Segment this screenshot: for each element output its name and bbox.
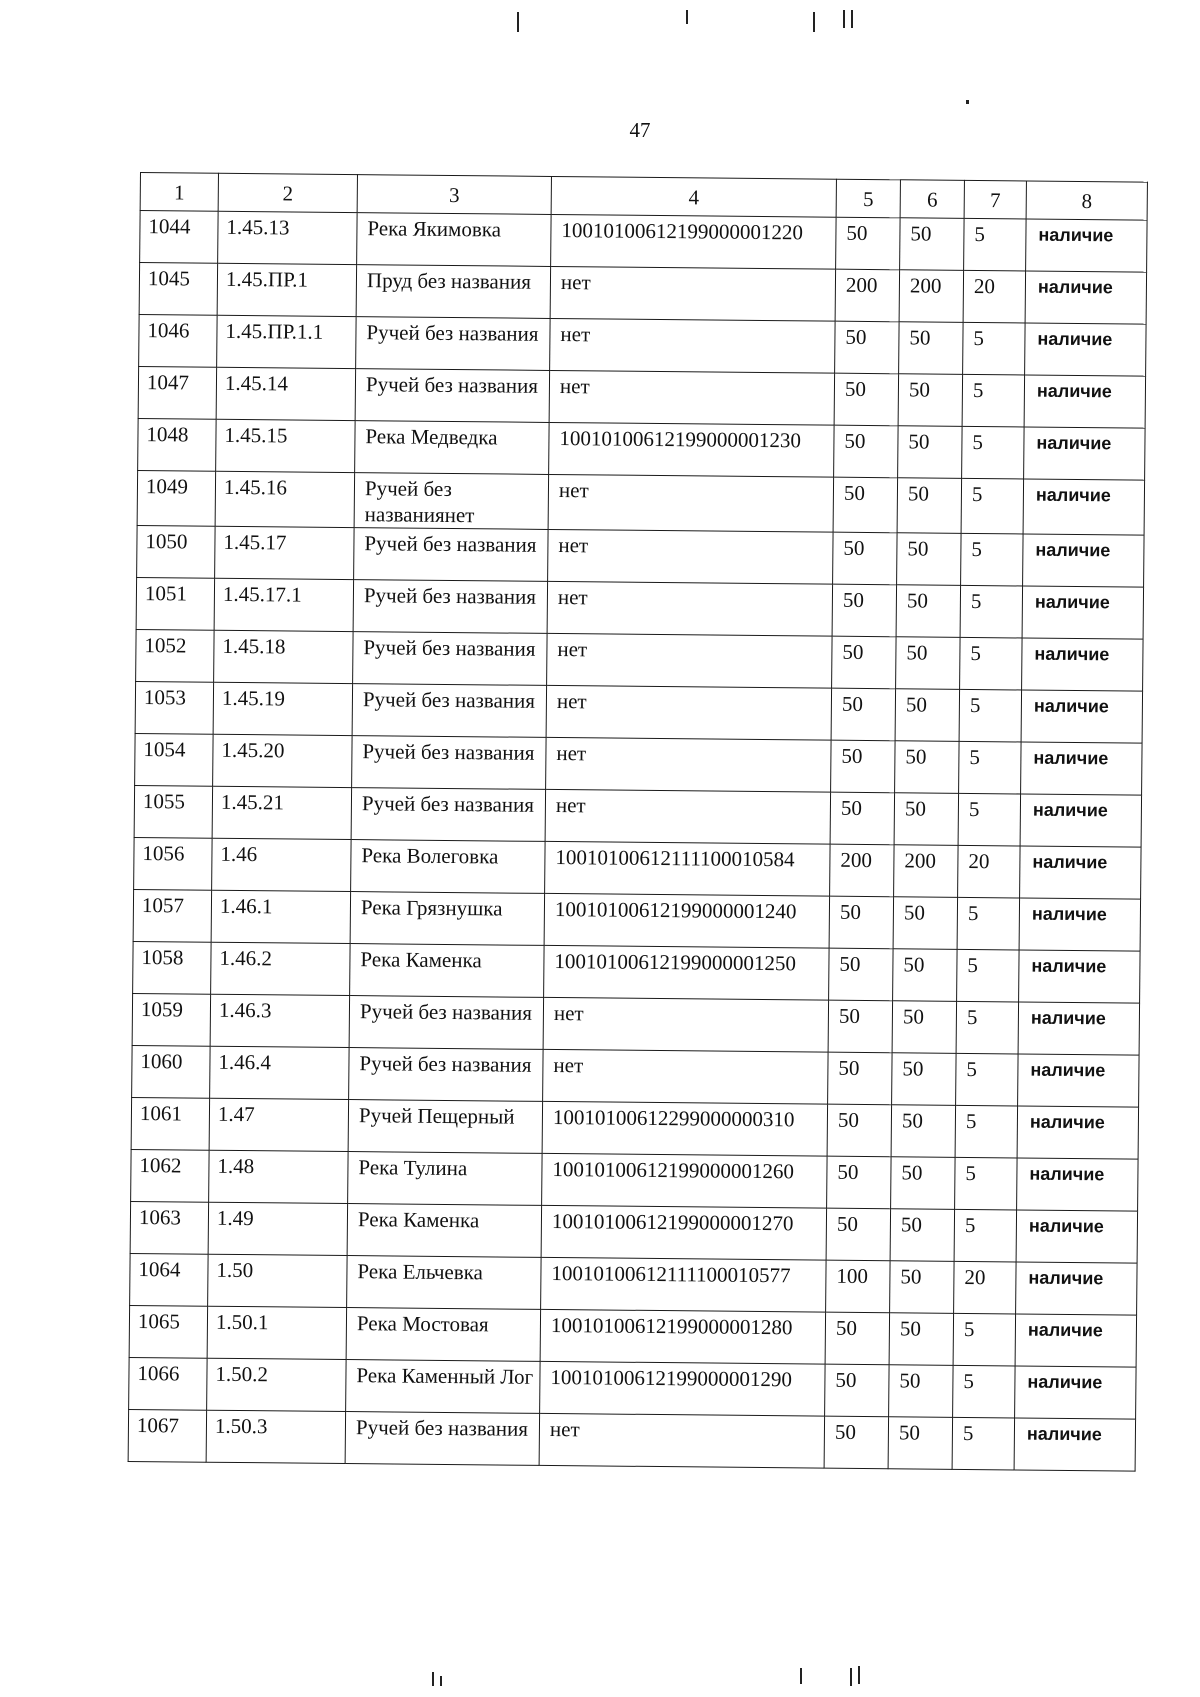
cell-registry-code: нет	[548, 474, 834, 532]
cell-status: наличие	[1022, 638, 1143, 691]
cell-registry-code: 10010100612199000001290	[540, 1361, 825, 1416]
cell-column-7: 5	[956, 1001, 1018, 1054]
cell-object-name: Ручей без названия	[354, 528, 548, 582]
cell-object-code: 1.45.15	[216, 419, 355, 472]
cell-column-7: 20	[963, 270, 1025, 323]
cell-column-5: 50	[824, 1416, 888, 1469]
table-row	[140, 211, 1147, 273]
cell-column-6: 200	[894, 845, 958, 898]
cell-object-code: 1.45.ПР.1	[217, 263, 356, 316]
cell-registry-code: нет	[539, 1413, 824, 1468]
water-bodies-table	[128, 172, 1148, 1472]
cell-column-7: 5	[957, 897, 1019, 950]
cell-row-number: 1047	[138, 366, 216, 419]
cell-object-code: 1.45.14	[216, 367, 355, 420]
cell-column-5: 200	[835, 269, 899, 322]
cell-column-7: 5	[959, 741, 1021, 794]
cell-registry-code: 10010100612111100010577	[541, 1257, 826, 1312]
cell-column-5: 50	[829, 948, 893, 1001]
cell-row-number: 1056	[134, 837, 212, 890]
cell-column-5: 50	[825, 1364, 889, 1417]
cell-registry-code: 10010100612199000001250	[544, 945, 829, 1000]
table-row	[130, 1201, 1137, 1263]
cell-registry-code: 10010100612199000001260	[542, 1153, 827, 1208]
cell-object-name: Ручей без названия	[353, 632, 547, 686]
cell-column-7: 5	[960, 637, 1022, 690]
column-header-7: 7	[964, 180, 1026, 219]
cell-status: наличие	[1020, 794, 1141, 847]
cell-registry-code: нет	[546, 737, 831, 792]
cell-column-5: 50	[833, 532, 897, 585]
cell-column-6: 50	[890, 1209, 954, 1262]
cell-column-5: 50	[835, 321, 899, 374]
cell-registry-code: 10010100612199000001270	[541, 1205, 826, 1260]
cell-column-5: 100	[826, 1260, 890, 1313]
cell-column-7: 20	[954, 1261, 1016, 1314]
cell-object-name: Ручей без названия	[349, 996, 543, 1050]
table-row	[133, 889, 1140, 951]
cell-column-6: 50	[895, 689, 959, 742]
table-row	[129, 1357, 1136, 1419]
cell-object-name: Река Каменка	[347, 1204, 541, 1258]
cell-object-code: 1.45.17.1	[214, 578, 353, 631]
table-row	[132, 1045, 1139, 1107]
scan-mark	[517, 12, 519, 32]
cell-row-number: 1054	[135, 733, 213, 786]
cell-column-5: 50	[829, 896, 893, 949]
cell-column-6: 50	[893, 949, 957, 1002]
table-row	[130, 1253, 1137, 1315]
cell-object-name: Ручей без названия	[355, 369, 549, 423]
cell-status: наличие	[1016, 1262, 1137, 1315]
table-body	[128, 211, 1147, 1472]
cell-column-6: 50	[899, 322, 963, 375]
cell-column-7: 5	[955, 1157, 1017, 1210]
cell-object-name: Ручей без названия	[351, 788, 545, 842]
cell-column-5: 50	[825, 1312, 889, 1365]
registry-table-container	[128, 172, 1148, 1472]
column-header-3: 3	[357, 175, 551, 215]
cell-object-code: 1.45.21	[212, 786, 351, 839]
cell-row-number: 1064	[130, 1253, 208, 1306]
table-row	[132, 993, 1139, 1055]
cell-object-code: 1.45.13	[218, 211, 357, 264]
cell-registry-code: 10010100612111100010584	[545, 841, 830, 896]
cell-object-name: Пруд без названия	[356, 265, 550, 319]
cell-column-7: 5	[956, 1053, 1018, 1106]
cell-status: наличие	[1017, 1106, 1138, 1159]
cell-column-7: 20	[958, 845, 1020, 898]
cell-column-6: 50	[892, 1053, 956, 1106]
cell-column-5: 50	[828, 1000, 892, 1053]
cell-object-code: 1.46	[212, 838, 351, 891]
cell-column-5: 50	[836, 217, 900, 270]
cell-column-5: 50	[831, 688, 895, 741]
cell-column-5: 50	[830, 792, 894, 845]
cell-column-6: 50	[897, 478, 962, 534]
cell-column-7: 5	[954, 1209, 1016, 1262]
cell-object-code: 1.50.2	[207, 1358, 346, 1411]
table-row	[135, 681, 1142, 743]
cell-status: наличие	[1018, 1054, 1139, 1107]
page-number: 47	[629, 118, 651, 142]
cell-status: наличие	[1026, 219, 1147, 272]
cell-row-number: 1065	[129, 1305, 207, 1358]
cell-column-5: 50	[827, 1156, 891, 1209]
cell-column-6: 50	[894, 793, 958, 846]
cell-object-code: 1.45.19	[213, 682, 352, 735]
cell-registry-code: 10010100612199000001230	[549, 422, 834, 477]
cell-row-number: 1059	[132, 993, 210, 1046]
table-row	[131, 1149, 1138, 1211]
cell-status: наличие	[1023, 534, 1144, 587]
cell-status: наличие	[1018, 1002, 1139, 1055]
cell-column-6: 50	[890, 1261, 954, 1314]
cell-object-name: Ручей без названия	[345, 1412, 539, 1466]
cell-column-5: 50	[831, 740, 895, 793]
table-row	[136, 577, 1143, 639]
cell-object-code: 1.45.20	[213, 734, 352, 787]
cell-column-7: 5	[957, 949, 1019, 1002]
cell-column-5: 50	[826, 1208, 890, 1261]
cell-registry-code: 10010100612199000001280	[540, 1309, 825, 1364]
table-row	[134, 837, 1141, 899]
cell-column-6: 50	[888, 1417, 952, 1470]
table-row	[135, 733, 1142, 795]
cell-registry-code: 10010100612199000001220	[551, 214, 836, 269]
cell-row-number: 1052	[136, 629, 214, 682]
cell-object-name: Ручей без названия	[353, 580, 547, 634]
table-row	[129, 1305, 1136, 1367]
cell-status: наличие	[1024, 427, 1145, 480]
column-header-8: 8	[1026, 181, 1147, 220]
table-row	[131, 1097, 1138, 1159]
cell-row-number: 1061	[131, 1097, 209, 1150]
cell-object-code: 1.49	[208, 1202, 347, 1255]
cell-row-number: 1058	[133, 941, 211, 994]
cell-object-code: 1.47	[209, 1098, 348, 1151]
cell-column-5: 50	[832, 636, 896, 689]
table-row	[133, 941, 1140, 1003]
cell-status: наличие	[1016, 1210, 1137, 1263]
scan-mark	[851, 10, 853, 28]
cell-row-number: 1066	[129, 1357, 207, 1410]
cell-object-code: 1.46.3	[210, 994, 349, 1047]
cell-registry-code: нет	[545, 789, 830, 844]
cell-column-6: 50	[900, 218, 964, 271]
cell-object-name: Река Волеговка	[351, 840, 545, 894]
cell-column-5: 50	[834, 425, 898, 478]
cell-object-code: 1.46.1	[211, 890, 350, 943]
cell-column-6: 50	[893, 897, 957, 950]
cell-row-number: 1044	[140, 211, 218, 264]
cell-status: наличие	[1025, 323, 1146, 376]
cell-row-number: 1053	[135, 681, 213, 734]
cell-status: наличие	[1014, 1418, 1135, 1471]
cell-column-7: 5	[953, 1313, 1015, 1366]
cell-row-number: 1046	[139, 314, 217, 367]
cell-registry-code: нет	[543, 1049, 828, 1104]
cell-object-name: Река Каменка	[350, 944, 544, 998]
cell-registry-code: нет	[549, 370, 834, 425]
table-row	[138, 366, 1145, 428]
cell-column-6: 50	[898, 426, 962, 479]
cell-row-number: 1048	[138, 418, 216, 471]
cell-object-code: 1.45.18	[214, 630, 353, 683]
cell-column-6: 200	[899, 270, 963, 323]
cell-status: наличие	[1015, 1366, 1136, 1419]
cell-object-name: Река Грязнушка	[350, 892, 544, 946]
cell-status: наличие	[1024, 375, 1145, 428]
cell-row-number: 1062	[131, 1149, 209, 1202]
column-header-5: 5	[836, 179, 900, 218]
cell-status: наличие	[1019, 898, 1140, 951]
cell-object-name: Река Тулина	[348, 1152, 542, 1206]
cell-object-code: 1.46.2	[211, 942, 350, 995]
scan-mark	[850, 1668, 852, 1686]
cell-object-name: Ручей без названия	[352, 736, 546, 790]
column-header-2: 2	[218, 173, 357, 212]
cell-status: наличие	[1015, 1314, 1136, 1367]
cell-row-number: 1050	[137, 525, 215, 578]
scan-mark	[686, 10, 688, 24]
table-row	[137, 470, 1144, 535]
cell-column-7: 5	[962, 374, 1024, 427]
cell-object-code: 1.45.16	[215, 471, 355, 527]
cell-column-6: 50	[895, 741, 959, 794]
cell-column-7: 5	[961, 478, 1024, 534]
cell-column-5: 200	[830, 844, 894, 897]
scan-mark	[966, 100, 969, 104]
table-row	[128, 1409, 1135, 1471]
cell-object-name: Река Ельчевка	[347, 1256, 541, 1310]
cell-row-number: 1067	[128, 1409, 206, 1462]
cell-registry-code: 10010100612299000000310	[542, 1101, 827, 1156]
cell-column-6: 50	[889, 1313, 953, 1366]
cell-row-number: 1063	[130, 1201, 208, 1254]
cell-column-6: 50	[896, 637, 960, 690]
table-row	[139, 314, 1146, 376]
cell-column-7: 5	[958, 793, 1020, 846]
cell-object-name: Ручей без названия	[352, 684, 546, 738]
cell-registry-code: нет	[550, 266, 835, 321]
cell-registry-code: нет	[547, 633, 832, 688]
cell-object-name: Ручей без названия	[356, 317, 550, 371]
cell-row-number: 1051	[136, 577, 214, 630]
cell-column-6: 50	[898, 374, 962, 427]
table-row	[138, 418, 1145, 480]
scan-mark	[800, 1668, 802, 1684]
cell-status: наличие	[1020, 846, 1141, 899]
cell-row-number: 1045	[139, 263, 217, 316]
cell-status: наличие	[1017, 1158, 1138, 1211]
cell-object-name: Река Якимовка	[357, 213, 551, 267]
cell-row-number: 1055	[134, 785, 212, 838]
cell-object-name: Ручей без названиянет	[354, 473, 549, 530]
cell-column-6: 50	[889, 1365, 953, 1418]
cell-row-number: 1057	[133, 889, 211, 942]
cell-status: наличие	[1022, 586, 1143, 639]
cell-column-7: 5	[961, 533, 1023, 586]
cell-column-6: 50	[896, 585, 960, 638]
cell-registry-code: нет	[548, 529, 833, 584]
cell-object-name: Река Каменный Лог	[346, 1360, 540, 1414]
cell-registry-code: нет	[550, 318, 835, 373]
scan-mark	[432, 1672, 434, 1686]
cell-status: наличие	[1021, 690, 1142, 743]
cell-column-5: 50	[832, 584, 896, 637]
cell-column-5: 50	[827, 1104, 891, 1157]
cell-object-code: 1.50.3	[206, 1410, 345, 1463]
cell-column-7: 5	[955, 1105, 1017, 1158]
cell-column-6: 50	[891, 1157, 955, 1210]
cell-column-7: 5	[963, 322, 1025, 375]
cell-row-number: 1060	[132, 1045, 210, 1098]
column-header-6: 6	[900, 180, 964, 219]
table-row	[136, 629, 1143, 691]
cell-column-7: 5	[964, 218, 1026, 271]
cell-column-7: 5	[962, 426, 1024, 479]
cell-object-code: 1.48	[209, 1150, 348, 1203]
cell-status: наличие	[1019, 950, 1140, 1003]
cell-object-code: 1.46.4	[210, 1046, 349, 1099]
table-row	[134, 785, 1141, 847]
cell-column-5: 50	[833, 477, 898, 533]
cell-registry-code: нет	[546, 685, 831, 740]
cell-column-7: 5	[953, 1365, 1015, 1418]
cell-column-7: 5	[952, 1417, 1014, 1470]
cell-object-name: Ручей Пещерный	[348, 1100, 542, 1154]
cell-column-6: 50	[892, 1001, 956, 1054]
cell-row-number: 1049	[137, 470, 216, 526]
cell-object-name: Река Мостовая	[346, 1308, 540, 1362]
table-row	[139, 263, 1146, 325]
cell-column-5: 50	[834, 373, 898, 426]
cell-registry-code: 10010100612199000001240	[544, 893, 829, 948]
scan-mark	[440, 1676, 442, 1686]
cell-column-7: 5	[960, 585, 1022, 638]
cell-object-name: Река Медведка	[355, 421, 549, 475]
scan-mark	[858, 1666, 860, 1684]
cell-object-code: 1.50.1	[207, 1306, 346, 1359]
cell-object-name: Ручей без названия	[349, 1048, 543, 1102]
cell-registry-code: нет	[547, 581, 832, 636]
cell-object-code: 1.45.ПР.1.1	[217, 315, 356, 368]
scan-mark	[843, 10, 845, 28]
cell-column-5: 50	[828, 1052, 892, 1105]
cell-status: наличие	[1025, 271, 1146, 324]
cell-column-7: 5	[959, 689, 1021, 742]
cell-object-code: 1.45.17	[215, 526, 354, 579]
cell-column-6: 50	[891, 1105, 955, 1158]
cell-object-code: 1.50	[208, 1254, 347, 1307]
scan-mark	[813, 12, 815, 32]
column-header-1: 1	[140, 173, 218, 212]
cell-status: наличие	[1023, 479, 1145, 535]
column-header-4: 4	[551, 176, 836, 217]
table-row	[137, 525, 1144, 587]
cell-status: наличие	[1021, 742, 1142, 795]
cell-registry-code: нет	[543, 997, 828, 1052]
cell-column-6: 50	[897, 533, 961, 586]
